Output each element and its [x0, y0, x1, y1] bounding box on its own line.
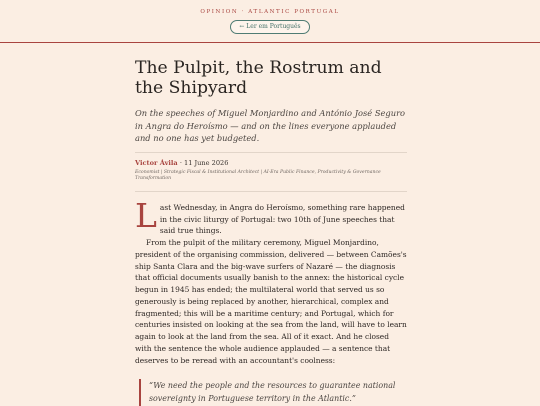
site-header: [0, 0, 540, 43]
read-in-portuguese-button[interactable]: ← Ler em Português: [230, 20, 309, 34]
article-standfirst: On the speeches of Miguel Monjardino and António José Seguro in Angra do Heroísmo — and on the lines everyone applauded and no one has yet budgeted.: [135, 108, 406, 144]
publish-date: · 11 June 2026: [179, 158, 229, 167]
drop-cap: L: [135, 195, 157, 235]
author-affiliation: Economist | Strategic Fiscal & Institutional Architect | AI-Era Public Finance, Productivity & Governance Transformation: [135, 169, 381, 182]
byline: [135, 159, 407, 167]
article: [135, 42, 407, 406]
author-link[interactable]: Victor Ávila: [135, 158, 178, 167]
section-kicker: OPINION · ATLANTIC PORTUGAL: [200, 9, 340, 15]
divider: [135, 152, 407, 153]
article-body: [135, 195, 407, 367]
article-title: The Pulpit, the Rostrum and the Shipyard: [135, 58, 382, 98]
paragraph-2: From the pulpit of the military ceremony, Miguel Monjardino, president of the organising commission, delivered — between Camões's ship Santa Clara and the big-wave surfers of Nazaré — the diagnosis that official documents usually banish to the annex: the historical cycle begun in 1945 has ended; the multilateral world that served us so generously is being replaced by another, hierarchical, complex and fragmented; this will be a maritime century; and Portugal, which for centuries insisted on looking at the sea from the land, will have to learn again to look at the land from the sea. All of it exact. And he closed with the sentence the whole audience applauded — a sentence that deserves to be reread with an accountant's coolness:: [135, 238, 407, 365]
pull-quote: “We need the people and the resources to guarantee national sovereignty in Portuguese territory in the Atlantic.”: [139, 379, 407, 406]
paragraph-1: ast Wednesday, in Angra do Heroísmo, something rare happened in the civic liturgy of Portugal: two 10th of June speeches that said true things.: [159, 202, 405, 236]
divider: [135, 191, 407, 192]
